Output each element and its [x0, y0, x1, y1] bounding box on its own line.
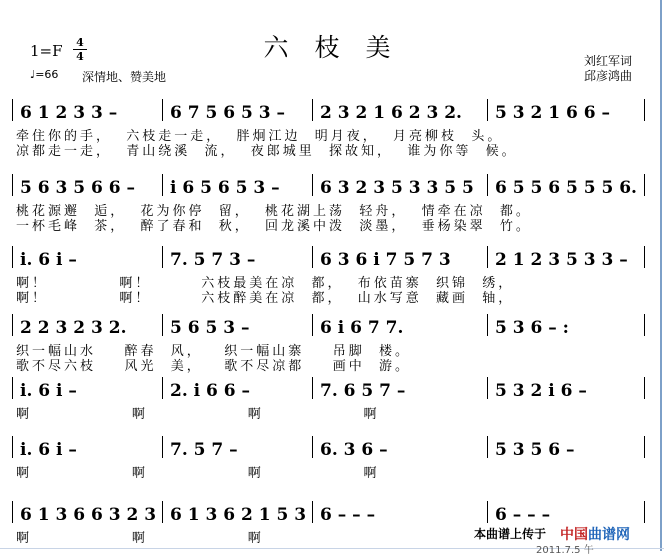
lyric-line: 凉都走一走， 青山绕溪 流， 夜郎城里 探故知， 谁为你等 候。	[16, 144, 518, 159]
bar-line	[644, 436, 645, 458]
bar-line	[312, 99, 313, 121]
system-row	[12, 505, 656, 525]
tempo-mark: ♩=66	[30, 68, 59, 81]
measure-notes: 2 1 2 3 5 3 3 –	[495, 250, 628, 270]
measure-notes: 7. 6 5 7 –	[320, 381, 406, 401]
bar-line	[162, 501, 163, 523]
measure-notes: 6 1 3 6 2 1 5 3	[170, 505, 307, 525]
lyric-line: 歌不尽六枝 风光 美， 歌不尽凉都 画中 游。	[16, 359, 411, 374]
measure-notes: 6 5 5 6 5 5 5 6.	[495, 178, 637, 198]
song-title: 六枝美	[263, 33, 417, 62]
measure-notes: 6 3 6 i 7 5 7 3	[320, 250, 451, 270]
bar-line	[644, 99, 645, 121]
measure-notes: 5 3 6 – :	[495, 318, 569, 338]
measure-notes: i. 6 i –	[20, 250, 77, 270]
measure-notes: i. 6 i –	[20, 440, 77, 460]
measure-notes: 2. i 6 6 –	[170, 381, 251, 401]
bar-line	[487, 314, 488, 336]
lyric-line: 啊 啊 啊	[16, 531, 264, 546]
bar-line	[162, 99, 163, 121]
bar-line	[312, 377, 313, 399]
measure-notes: i 6 5 6 5 3 –	[170, 178, 280, 198]
bar-line	[487, 501, 488, 523]
site-logo-left: 中国	[560, 527, 588, 543]
measure-notes: 7. 5 7 –	[170, 440, 238, 460]
bar-line	[12, 99, 13, 121]
upload-note: 本曲谱上传于	[474, 527, 547, 541]
bar-line	[644, 314, 645, 336]
bar-line	[644, 174, 645, 196]
lyricist-credit: 刘红军词	[583, 54, 632, 68]
lyric-line: 啊！ 啊！ 六枝最美在凉 都， 布依苗寨 织锦 绣，	[16, 276, 515, 291]
bar-line	[312, 436, 313, 458]
bar-line	[487, 377, 488, 399]
measure-notes: 7. 5 7 3 –	[170, 250, 256, 270]
bar-line	[12, 174, 13, 196]
lyric-line: 桃花源邂 逅， 花为你停 留， 桃花湖上荡 轻舟， 情牵在凉 都。	[16, 204, 532, 219]
measure-notes: 6 3 2 3 5 3 3 5 5	[320, 178, 474, 198]
bar-line	[12, 246, 13, 268]
bar-line	[162, 314, 163, 336]
bar-line	[12, 501, 13, 523]
upload-date: 2011.7.5 午	[536, 545, 594, 556]
bar-line	[312, 174, 313, 196]
bar-line	[487, 246, 488, 268]
time-signature	[73, 37, 87, 62]
measure-notes: 5 6 3 5 6 6 –	[20, 178, 135, 198]
bar-line	[12, 436, 13, 458]
measure-notes: 6. 3 6 –	[320, 440, 388, 460]
bar-line	[162, 246, 163, 268]
bar-line	[12, 377, 13, 399]
system-row	[12, 318, 656, 338]
composer-credit: 邱彦鸿曲	[583, 69, 632, 83]
bar-line	[644, 501, 645, 523]
bar-line	[644, 377, 645, 399]
measure-notes: 6 1 3 6 6 3 2 3	[20, 505, 157, 525]
lyric-line: 一杯毛峰 茶， 醉了春和 秋， 回龙溪中泼 淡墨， 垂杨染翠 竹。	[16, 219, 532, 234]
measure-notes: 5 6 5 3 –	[170, 318, 250, 338]
system-row	[12, 178, 656, 198]
measure-notes: 2 3 2 1 6 2 3 2.	[320, 103, 462, 123]
measure-notes: 6 – – –	[495, 505, 551, 525]
bar-line	[12, 314, 13, 336]
bar-line	[487, 436, 488, 458]
expression-mark: 深情地、赞美地	[82, 70, 167, 84]
meter-top: 4	[76, 36, 84, 49]
measure-notes: 5 3 5 6 –	[495, 440, 575, 460]
measure-notes: 5 3 2 i 6 –	[495, 381, 587, 401]
measure-notes: 6 1 2 3 3 –	[20, 103, 118, 123]
bar-line	[487, 174, 488, 196]
lyric-line: 牵住你的手， 六枝走一走， 胖炯江边 明月夜， 月亮柳枝 头。	[16, 129, 504, 144]
bar-line	[487, 99, 488, 121]
measure-notes: 6 7 5 6 5 3 –	[170, 103, 285, 123]
bar-line	[312, 314, 313, 336]
measure-notes: 2 2 3 2 3 2.	[20, 318, 127, 338]
bar-line	[644, 246, 645, 268]
measure-notes: 6 – – –	[320, 505, 376, 525]
lyric-line: 啊！ 啊！ 六枝醉美在凉 都， 山水写意 藏画 轴，	[16, 291, 515, 306]
bar-line	[162, 436, 163, 458]
bar-line	[312, 501, 313, 523]
lyric-line: 啊 啊 啊 啊	[16, 466, 380, 481]
system-row	[12, 250, 656, 270]
meter-bottom: 4	[76, 50, 84, 63]
system-row	[12, 103, 656, 123]
bar-line	[312, 246, 313, 268]
measure-notes: i. 6 i –	[20, 381, 77, 401]
measure-notes: 6 i 6 7 7.	[320, 318, 404, 338]
bar-line	[162, 174, 163, 196]
measure-notes: 5 3 2 1 6 6 –	[495, 103, 610, 123]
key-signature: 1=F	[30, 42, 63, 60]
window-right-edge	[660, 0, 662, 551]
bar-line	[162, 377, 163, 399]
lyric-line: 织一幅山水 醉春 风， 织一幅山寨 吊脚 楼。	[16, 344, 411, 359]
system-row	[12, 440, 656, 460]
system-row	[12, 381, 656, 401]
site-logo-right: 曲谱网	[588, 527, 630, 543]
lyric-line: 啊 啊 啊 啊	[16, 407, 380, 422]
